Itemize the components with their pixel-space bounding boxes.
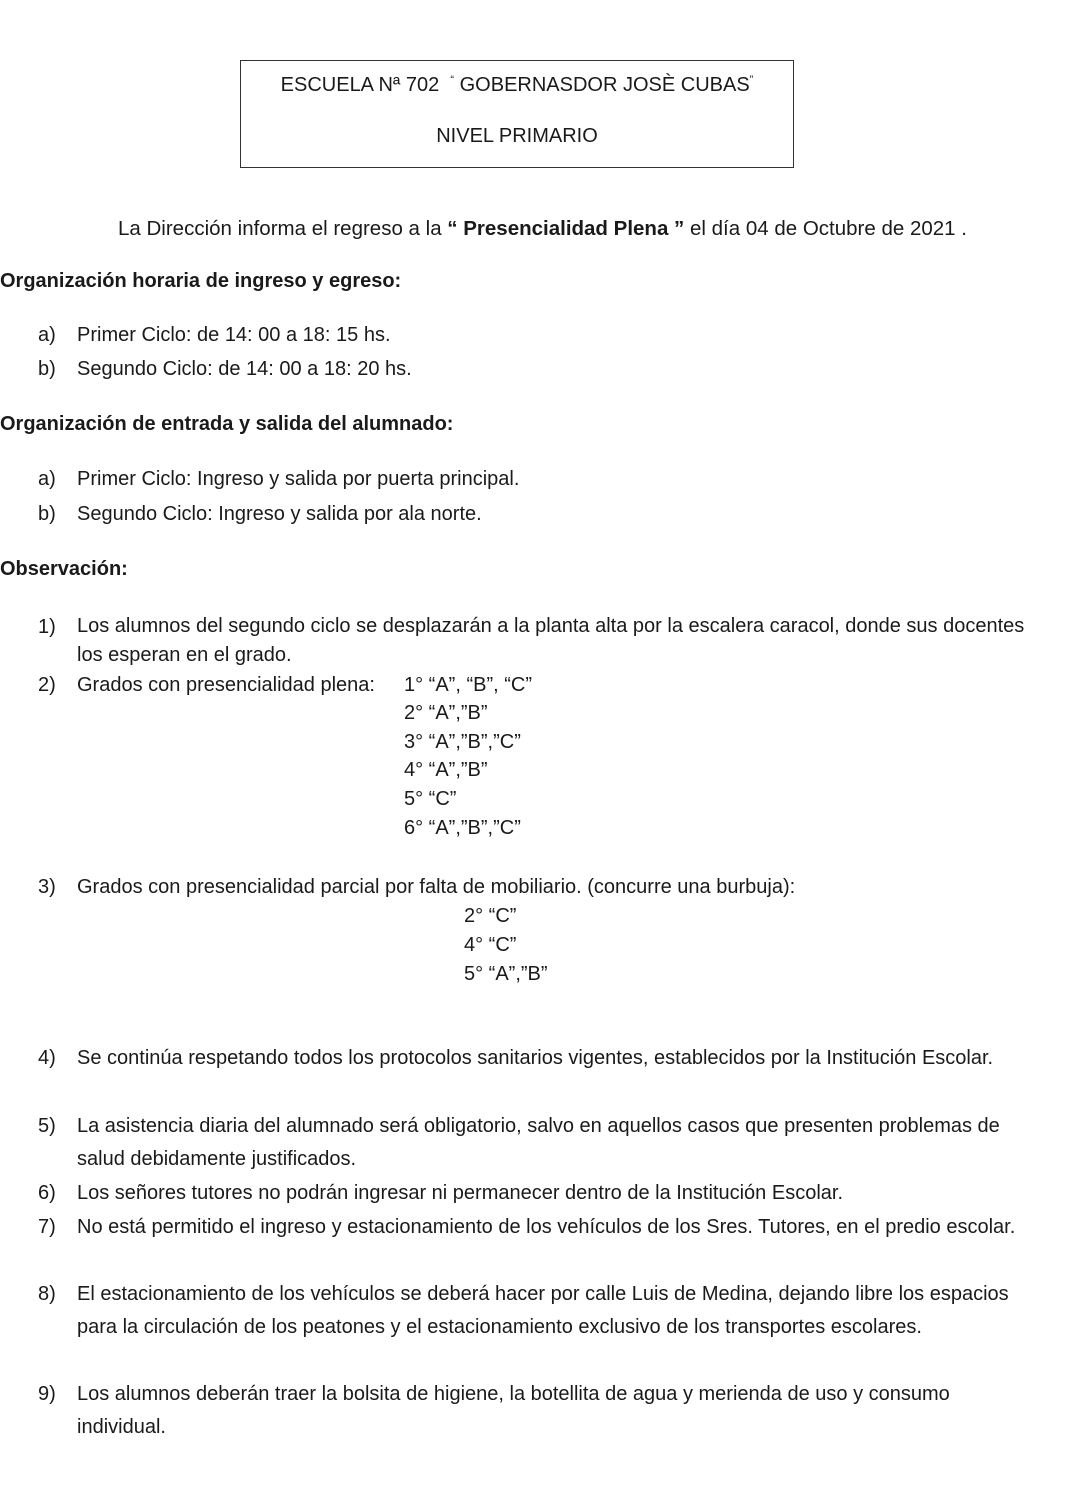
announcement-after: el día 04 de Octubre de 2021 . — [684, 217, 967, 240]
observation-item-1: Los alumnos del segundo ciclo se desplazarán a la planta alta por la escalera caracol, donde sus docentes los esperan en el grado. — [77, 615, 1025, 666]
entry-item-b: Segundo Ciclo: Ingreso y salida por ala norte. — [77, 503, 482, 525]
open-quote: “ — [450, 74, 455, 86]
entry-marker-b: b) — [38, 503, 56, 525]
observation-marker-5: 5) — [38, 1115, 56, 1137]
full-grade-4: 4° “A”,”B” — [404, 759, 488, 781]
header-box — [240, 60, 794, 168]
school-name-line — [241, 74, 793, 97]
full-grade-3: 3° “A”,”B”,”C” — [404, 731, 521, 753]
observation-item-9: Los alumnos deberán traer la bolsita de higiene, la botellita de agua y merienda de uso y consumo individual. — [77, 1383, 950, 1438]
partial-grade-2: 4° “C” — [464, 934, 517, 956]
observation-item-7: No está permitido el ingreso y estacionamiento de los vehículos de los Sres. Tutores, en el predio escolar. — [77, 1216, 1016, 1238]
partial-grade-3: 5° “A”,”B” — [464, 963, 548, 985]
full-grade-6: 6° “A”,”B”,”C” — [404, 817, 521, 839]
observation-marker-3: 3) — [38, 876, 56, 898]
observation-item-4: Se continúa respetando todos los protocolos sanitarios vigentes, establecidos por la Institución Escolar. — [77, 1047, 994, 1069]
full-grade-5: 5° “C” — [404, 788, 457, 810]
announcement-bold: “ Presencialidad Plena ” — [447, 217, 685, 240]
observation-marker-7: 7) — [38, 1216, 56, 1238]
entry-marker-a: a) — [38, 468, 56, 490]
schedule-item-a: Primer Ciclo: de 14: 00 a 18: 15 hs. — [77, 324, 391, 346]
observation-marker-9: 9) — [38, 1383, 56, 1405]
observation-marker-2: 2) — [38, 674, 56, 696]
observation-marker-8: 8) — [38, 1283, 56, 1305]
schedule-marker-b: b) — [38, 358, 56, 380]
entry-heading: Organización de entrada y salida del alumnado: — [0, 413, 454, 435]
observation-heading: Observación: — [0, 558, 128, 580]
observation-marker-4: 4) — [38, 1047, 56, 1069]
observation-item-5: La asistencia diaria del alumnado será obligatorio, salvo en aquellos casos que presenten problemas de salud debidamente justificados. — [77, 1115, 1000, 1170]
entry-item-a: Primer Ciclo: Ingreso y salida por puerta principal. — [77, 468, 520, 490]
school-level: NIVEL PRIMARIO — [436, 125, 598, 147]
full-grade-2: 2° “A”,”B” — [404, 702, 488, 724]
observation-marker-1: 1) — [38, 616, 56, 638]
schedule-marker-a: a) — [38, 324, 56, 346]
schedule-item-b: Segundo Ciclo: de 14: 00 a 18: 20 hs. — [77, 358, 412, 380]
observation-marker-6: 6) — [38, 1182, 56, 1204]
observation-item-8: El estacionamiento de los vehículos se deberá hacer por calle Luis de Medina, dejando libre los espacios para la circulación de los peatones y el estacionamiento exclusivo de los transportes escolares. — [77, 1283, 1009, 1338]
announcement-before: La Dirección informa el regreso a la — [118, 217, 448, 240]
partial-grade-1: 2° “C” — [464, 905, 517, 927]
close-quote: ” — [749, 74, 754, 86]
observation-item-3: Grados con presencialidad parcial por falta de mobiliario. (concurre una burbuja): — [77, 876, 796, 898]
observation-item-6: Los señores tutores no podrán ingresar ni permanecer dentro de la Institución Escolar. — [77, 1182, 843, 1204]
observation-item-2: Grados con presencialidad plena: — [77, 674, 375, 696]
school-prefix: ESCUELA Nª 702 — [280, 74, 440, 96]
schedule-heading: Organización horaria de ingreso y egreso: — [0, 270, 402, 292]
school-name: GOBERNASDOR JOSÈ CUBAS — [459, 74, 750, 96]
full-grade-1: 1° “A”, “B”, “C” — [404, 674, 532, 696]
announcement — [118, 217, 967, 241]
